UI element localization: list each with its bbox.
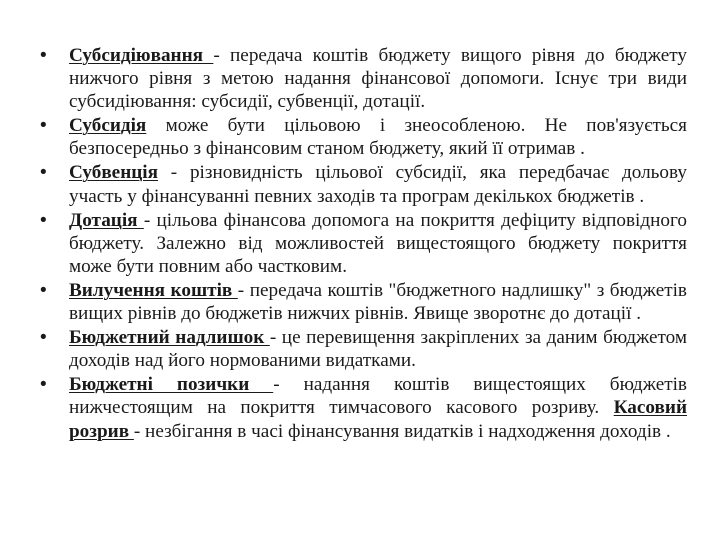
list-item <box>40 209 687 278</box>
definition-list <box>40 44 687 444</box>
term: Субсидіювання <box>69 45 214 66</box>
term: Субвенція <box>69 162 159 184</box>
definition-text: - передача коштів "бюджетного надлишку" з бюджетів вищих рівнів до бюджетів нижчих рівнів. Явище зворотнє до дотації . <box>69 279 687 325</box>
term: Бюджетний надлишок <box>69 327 270 349</box>
list-item <box>40 114 687 160</box>
bullet-icon: • <box>40 45 47 66</box>
definition-text: - передача коштів бюджету вищого рівня до бюджету нижчого рівня з метою надання фінансової допомоги. Існує три види субсидіювання: субсидії, субвенції, дотації. <box>69 45 688 113</box>
definition-text: - цільова фінансова допомога на покриття дефіциту відповідного бюджету. Залежно від можливостей вищестоящого бюджету покриття може бути повним або частковим. <box>69 209 687 277</box>
list-item <box>40 161 687 207</box>
list-item <box>40 279 687 325</box>
term: Бюджетні позички <box>69 374 274 396</box>
list-item <box>40 326 687 372</box>
bullet-icon: • <box>40 279 47 301</box>
bullet-icon: • <box>40 115 47 137</box>
list-item <box>40 373 687 442</box>
bullet-icon: • <box>40 162 47 184</box>
term: Дотація <box>69 209 144 231</box>
definition-text: - це перевищення закріплених за даним бюджетом доходів над його нормованими видатками. <box>69 327 688 372</box>
bullet-icon: • <box>40 374 47 396</box>
definition-text: - різновидність цільової субсидії, яка передбачає дольову участь у фінансуванні певних заходів та програм декількох бюджетів . <box>69 162 687 207</box>
list-item <box>40 44 687 113</box>
bullet-icon: • <box>40 209 47 231</box>
term: Субсидія <box>69 115 147 137</box>
definition-text: - надання коштів вищестоящих бюджетів нижчестоящим на покриття тимчасового касового розриву. <box>69 374 687 419</box>
definition-text: - незбігання в часі фінансування видатків і надходження доходів . <box>133 420 671 442</box>
bullet-icon: • <box>40 327 47 349</box>
term: Касовий розрив <box>69 397 687 442</box>
definition-text: може бути цільовою і знеособленою. Не пов'язується безпосередньо з фінансовим станом бюджету, який її отримав . <box>69 115 687 160</box>
term: Вилучення коштів <box>69 279 238 301</box>
